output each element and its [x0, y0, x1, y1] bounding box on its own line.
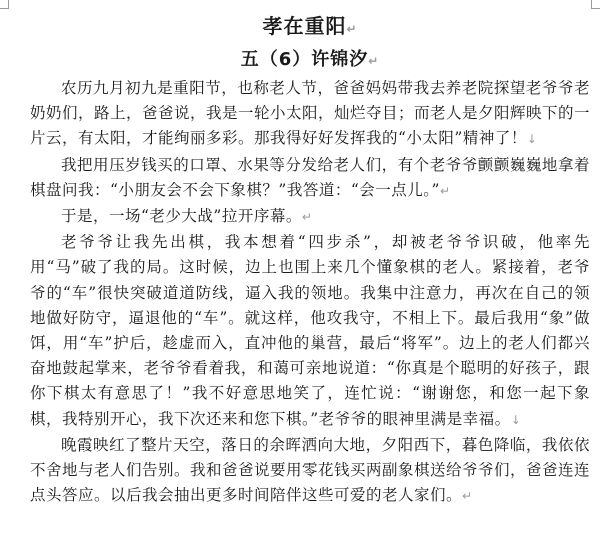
document-title: 孝在重阳: [262, 14, 347, 38]
paragraph-text: 农历九月初九是重阳节，也称老人节，爸爸妈妈带我去养老院探望老爷爷老奶奶们，路上，爸爸说，我是一轮小太阳，灿烂夺目；而老人是夕阳辉映下的一片云，有太阳，才能绚丽多彩。那我得好好发挥我的“小太阳”精神了！: [30, 79, 591, 148]
document-title-line: [30, 10, 590, 45]
paragraph-text: 我把用压岁钱买的口罩、水果等分发给老人们，有个老爷爷颤颤巍巍地拿着棋盘问我：“小朋友会不会下象棋？”我答道：“会一点儿。”: [30, 155, 590, 199]
paragraph-text: 老爷爷让我先出棋，我本想着“四步杀”，却被老爷爷识破，他率先用“马”破了我的局。这时候，边上也围上来几个懂象棋的老人。紧接着，老爷爷的“车”很快突破道道防线，逼入我的领地。我集中注意力，再次在自己的领地做好防守，逼退他的“车”。就这样，他攻我守，不相上下。最后我用“象”做饵，用“车”护后，趁虚而入，直冲他的巢营，最后“将军”。边上的老人们都兴奋地鼓起掌来，老爷爷看着我，和蔼可亲地说道：“你真是个聪明的好孩子，跟你下棋太有意思了！”我不好意思地笑了，连忙说：“谢谢您，和您一起下象棋，我特别开心，我下次还来和您下棋。”老爷爷的眼神里满是幸福。: [30, 233, 590, 428]
paragraph-return-mark: ↵: [462, 489, 473, 504]
paragraph-text: 于是，一场“老少大战”拉开序幕。: [61, 207, 302, 226]
paragraph-2: [30, 153, 590, 204]
line-break-mark: ↓: [510, 412, 522, 427]
document-author: 五（6）许锦汐: [240, 49, 369, 70]
paragraph-5: [30, 433, 590, 510]
paragraph-return-mark: ↵: [301, 210, 313, 225]
line-break-mark: ↓: [526, 132, 538, 147]
paragraph-4: [30, 230, 590, 433]
paragraph-return-mark: ↵: [439, 183, 451, 198]
document-author-line: [30, 45, 590, 76]
paragraph-1: [30, 76, 590, 153]
paragraph-text: 晚霞映红了整片天空，落日的余晖洒向大地，夕阳西下，暮色降临，我依依不舍地与老人们告别。我和爸爸说要用零花钱买两副象棋送给爷爷们，爸爸连连点头答应。以后我会抽出更多时间陪伴这些可爱的老人家们。: [30, 435, 591, 505]
page-corner-mark-left: [0, 0, 9, 9]
paragraph-return-mark: ↵: [368, 54, 380, 68]
paragraph-3: [30, 204, 590, 230]
paragraph-return-mark: ↵: [346, 22, 358, 36]
document-page: [30, 10, 590, 509]
page-corner-mark-right: [591, 0, 600, 9]
